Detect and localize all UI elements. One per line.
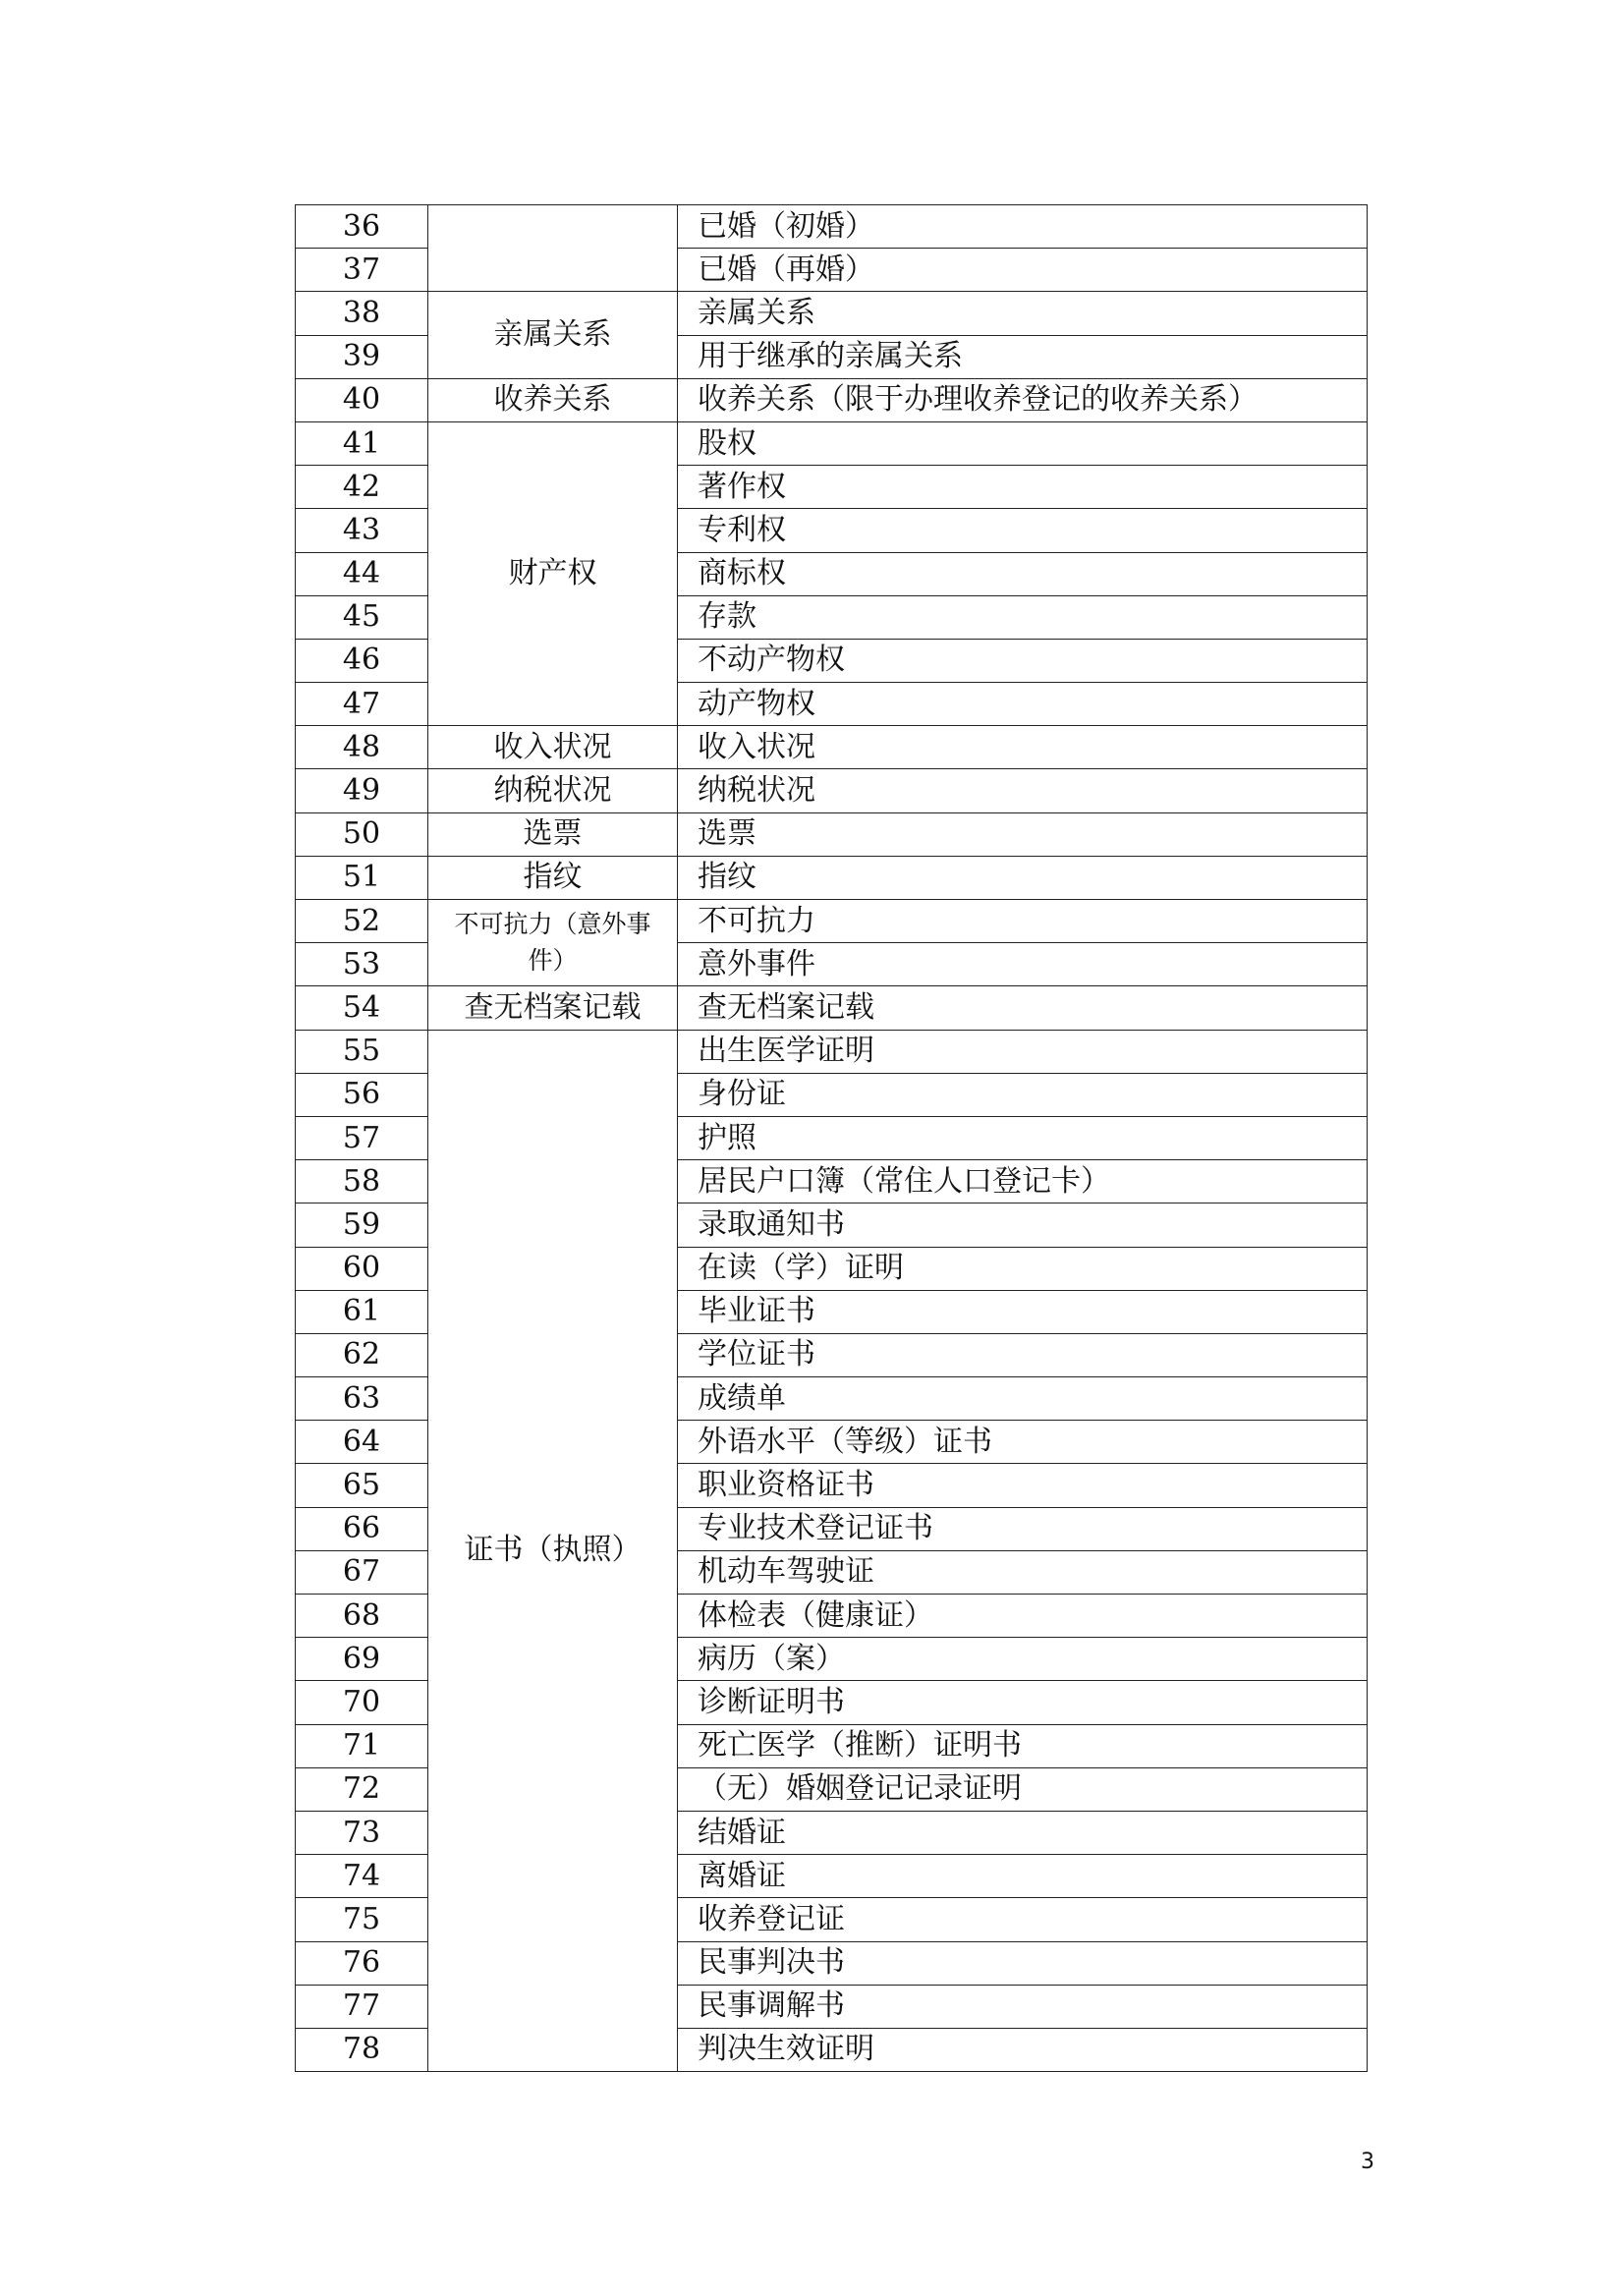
item-cell: 动产物权 <box>678 683 1368 726</box>
item-cell: 居民户口簿（常住人口登记卡） <box>678 1160 1368 1203</box>
category-cell: 证书（执照） <box>428 1030 678 2072</box>
item-cell: 判决生效证明 <box>678 2028 1368 2071</box>
row-number: 42 <box>296 466 428 509</box>
row-number: 76 <box>296 1941 428 1985</box>
item-cell: 查无档案记载 <box>678 986 1368 1030</box>
item-cell: 收入状况 <box>678 726 1368 769</box>
row-number: 77 <box>296 1985 428 2028</box>
category-cell: 纳税状况 <box>428 769 678 812</box>
row-number: 70 <box>296 1681 428 1724</box>
row-number: 62 <box>296 1333 428 1376</box>
item-cell: 商标权 <box>678 552 1368 595</box>
category-cell: 亲属关系 <box>428 292 678 378</box>
item-cell: 在读（学）证明 <box>678 1247 1368 1290</box>
item-cell: 出生医学证明 <box>678 1030 1368 1073</box>
item-cell: 纳税状况 <box>678 769 1368 812</box>
table-row <box>296 1030 1368 1073</box>
item-cell: 学位证书 <box>678 1333 1368 1376</box>
item-cell: 收养登记证 <box>678 1898 1368 1941</box>
category-cell-empty <box>428 205 678 292</box>
page-number: 3 <box>1361 2150 1374 2174</box>
item-cell: 死亡医学（推断）证明书 <box>678 1724 1368 1767</box>
item-cell: 机动车驾驶证 <box>678 1550 1368 1594</box>
row-number: 55 <box>296 1030 428 1073</box>
row-number: 68 <box>296 1595 428 1638</box>
item-cell: 已婚（初婚） <box>678 205 1368 249</box>
row-number: 52 <box>296 900 428 943</box>
item-cell: 著作权 <box>678 466 1368 509</box>
row-number: 69 <box>296 1638 428 1681</box>
item-cell: 毕业证书 <box>678 1290 1368 1333</box>
item-cell: 体检表（健康证） <box>678 1595 1368 1638</box>
row-number: 74 <box>296 1855 428 1898</box>
table-row <box>296 421 1368 465</box>
table-row <box>296 812 1368 856</box>
item-cell: 外语水平（等级）证书 <box>678 1421 1368 1464</box>
item-cell: 结婚证 <box>678 1811 1368 1854</box>
row-number: 78 <box>296 2028 428 2071</box>
item-cell: 身份证 <box>678 1073 1368 1116</box>
row-number: 75 <box>296 1898 428 1941</box>
category-cell: 指纹 <box>428 856 678 899</box>
table-row <box>296 856 1368 899</box>
row-number: 67 <box>296 1550 428 1594</box>
item-cell: 亲属关系 <box>678 292 1368 335</box>
table-row <box>296 726 1368 769</box>
item-cell: 已婚（再婚） <box>678 249 1368 292</box>
row-number: 60 <box>296 1247 428 1290</box>
item-cell: 用于继承的亲属关系 <box>678 335 1368 378</box>
row-number: 45 <box>296 595 428 639</box>
row-number: 43 <box>296 509 428 552</box>
item-cell: 护照 <box>678 1116 1368 1159</box>
item-cell: （无）婚姻登记记录证明 <box>678 1767 1368 1811</box>
table-body <box>296 205 1368 2072</box>
table-row <box>296 205 1368 249</box>
item-cell: 存款 <box>678 595 1368 639</box>
row-number: 63 <box>296 1377 428 1421</box>
item-cell: 不可抗力 <box>678 900 1368 943</box>
category-cell: 查无档案记载 <box>428 986 678 1030</box>
row-number: 37 <box>296 249 428 292</box>
table-row <box>296 900 1368 943</box>
row-number: 39 <box>296 335 428 378</box>
row-number: 73 <box>296 1811 428 1854</box>
table-row <box>296 769 1368 812</box>
notarization-items-table <box>295 204 1368 2072</box>
row-number: 56 <box>296 1073 428 1116</box>
row-number: 71 <box>296 1724 428 1767</box>
row-number: 44 <box>296 552 428 595</box>
category-cell: 收入状况 <box>428 726 678 769</box>
row-number: 38 <box>296 292 428 335</box>
row-number: 64 <box>296 1421 428 1464</box>
item-cell: 收养关系（限于办理收养登记的收养关系） <box>678 378 1368 421</box>
item-cell: 病历（案） <box>678 1638 1368 1681</box>
table-row <box>296 292 1368 335</box>
item-cell: 指纹 <box>678 856 1368 899</box>
item-cell: 专业技术登记证书 <box>678 1507 1368 1550</box>
item-cell: 录取通知书 <box>678 1203 1368 1247</box>
category-cell: 收养关系 <box>428 378 678 421</box>
category-cell: 选票 <box>428 812 678 856</box>
row-number: 50 <box>296 812 428 856</box>
item-cell: 成绩单 <box>678 1377 1368 1421</box>
row-number: 58 <box>296 1160 428 1203</box>
item-cell: 不动产物权 <box>678 639 1368 682</box>
row-number: 54 <box>296 986 428 1030</box>
row-number: 48 <box>296 726 428 769</box>
item-cell: 民事调解书 <box>678 1985 1368 2028</box>
item-cell: 职业资格证书 <box>678 1464 1368 1507</box>
item-cell: 离婚证 <box>678 1855 1368 1898</box>
category-cell: 财产权 <box>428 421 678 725</box>
item-cell: 选票 <box>678 812 1368 856</box>
row-number: 47 <box>296 683 428 726</box>
table-row <box>296 378 1368 421</box>
item-cell: 专利权 <box>678 509 1368 552</box>
row-number: 65 <box>296 1464 428 1507</box>
row-number: 41 <box>296 421 428 465</box>
item-cell: 意外事件 <box>678 943 1368 986</box>
item-cell: 诊断证明书 <box>678 1681 1368 1724</box>
row-number: 66 <box>296 1507 428 1550</box>
item-cell: 民事判决书 <box>678 1941 1368 1985</box>
row-number: 72 <box>296 1767 428 1811</box>
row-number: 46 <box>296 639 428 682</box>
row-number: 57 <box>296 1116 428 1159</box>
row-number: 53 <box>296 943 428 986</box>
table-row <box>296 986 1368 1030</box>
row-number: 59 <box>296 1203 428 1247</box>
row-number: 49 <box>296 769 428 812</box>
row-number: 40 <box>296 378 428 421</box>
row-number: 51 <box>296 856 428 899</box>
row-number: 36 <box>296 205 428 249</box>
row-number: 61 <box>296 1290 428 1333</box>
item-cell: 股权 <box>678 421 1368 465</box>
category-cell: 不可抗力（意外事件） <box>428 900 678 986</box>
